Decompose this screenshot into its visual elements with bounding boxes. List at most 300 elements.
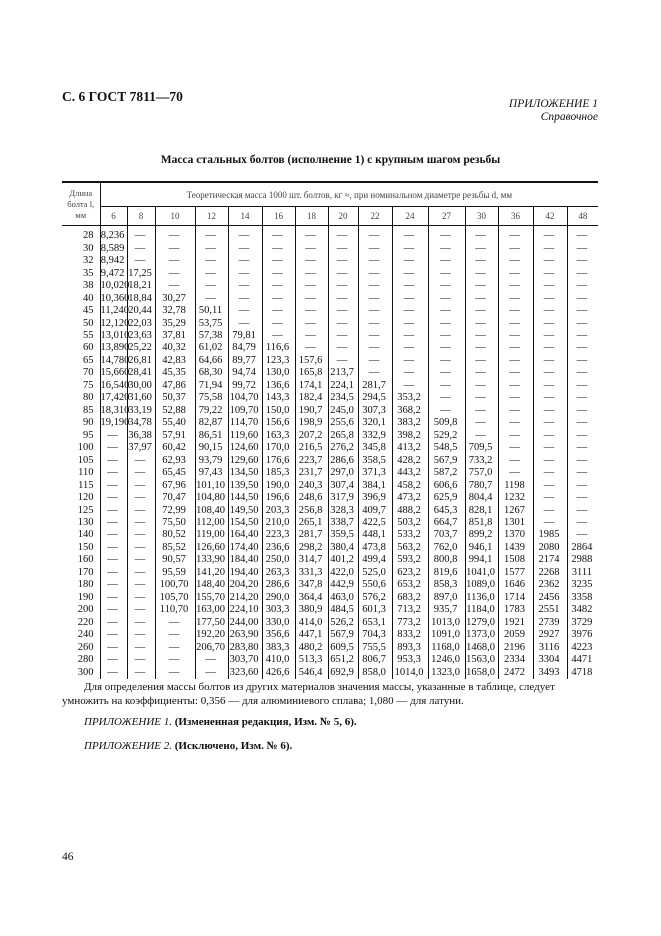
mass-cell: 1013,0 <box>428 617 465 629</box>
mass-cell: 358,5 <box>358 454 392 466</box>
mass-cell: 17,420 <box>100 392 130 404</box>
mass-cell: — <box>567 355 598 367</box>
mass-cell: 332,9 <box>358 430 392 442</box>
mass-cell: — <box>358 226 392 243</box>
mass-cell: — <box>328 292 358 304</box>
mass-cell: 85,52 <box>155 542 195 554</box>
mass-cell: — <box>567 367 598 379</box>
appendix-label <box>509 98 598 124</box>
table-row <box>62 317 598 329</box>
table-row <box>62 504 598 516</box>
length-cell: 300 <box>77 666 94 678</box>
mass-cell: 99,72 <box>228 380 262 392</box>
mass-cell: 164,40 <box>228 529 262 541</box>
mass-cell: 692,9 <box>328 666 358 678</box>
mass-cell: — <box>295 242 328 254</box>
mass-cell: 851,8 <box>465 517 498 529</box>
amendment-label: ПРИЛОЖЕНИЕ 2. <box>84 740 172 752</box>
mass-cell: 757,0 <box>465 467 498 479</box>
mass-cell: — <box>567 442 598 454</box>
mass-cell: 265,8 <box>328 430 358 442</box>
mass-cell: — <box>100 641 127 653</box>
mass-cell: — <box>533 492 567 504</box>
table-row <box>62 542 598 554</box>
mass-cell: — <box>498 267 533 279</box>
mass-cell: 11,240 <box>100 305 129 317</box>
mass-cell: 1184,0 <box>465 604 498 616</box>
length-cell: 115 <box>78 479 94 491</box>
mass-cell: — <box>428 305 465 317</box>
mass-cell: — <box>328 255 358 267</box>
mass-cell: 203,3 <box>262 504 295 516</box>
mass-cell: 804,4 <box>465 492 498 504</box>
mass-cell: 50,11 <box>195 305 228 317</box>
mass-cell: — <box>392 330 428 342</box>
mass-cell: 307,3 <box>358 405 392 417</box>
mass-cell: 380,4 <box>328 542 358 554</box>
diameter-header: 30 <box>465 207 498 226</box>
mass-cell: — <box>567 479 598 491</box>
mass-cell: — <box>127 479 155 491</box>
mass-cell: 653,1 <box>358 617 392 629</box>
mass-cell: — <box>127 467 155 479</box>
length-cell: 170 <box>77 566 94 578</box>
mass-cell: 184,40 <box>228 554 262 566</box>
appendix-number: ПРИЛОЖЕНИЕ 1 <box>508 98 598 110</box>
mass-cell: — <box>533 226 567 243</box>
mass-cell: 40,32 <box>155 342 195 354</box>
length-cell: 160 <box>77 554 94 566</box>
mass-cell: — <box>567 267 598 279</box>
mass-cell: 601,3 <box>358 604 392 616</box>
table-row <box>62 579 598 591</box>
mass-cell: — <box>465 226 498 243</box>
conversion-note: Для определения массы болтов из других материалов значения массы, указанные в таблице, следует умножить на коэффициенты: 0,356 — для алюминиевого сплава; 1,080 — для латуни. <box>62 681 555 707</box>
mass-cell: — <box>567 255 598 267</box>
mass-cell: — <box>392 242 428 254</box>
mass-cell: — <box>228 226 262 243</box>
mass-cell: — <box>295 305 328 317</box>
mass-cell: — <box>127 567 155 579</box>
mass-cell: 13,010 <box>100 329 130 341</box>
mass-cell: 935,7 <box>428 604 465 616</box>
mass-cell: — <box>155 654 195 666</box>
mass-cell: — <box>127 666 155 678</box>
mass-cell: 946,1 <box>465 542 498 554</box>
mass-cell: 499,4 <box>358 554 392 566</box>
mass-cell: 123,3 <box>262 355 295 367</box>
mass-cell: — <box>533 267 567 279</box>
mass-cell: — <box>533 305 567 317</box>
mass-cell: — <box>127 617 155 629</box>
mass-cell: 62,93 <box>155 454 195 466</box>
mass-cell: 1041,0 <box>465 567 498 579</box>
table-row <box>62 330 598 342</box>
mass-cell: 330,0 <box>262 617 295 629</box>
mass-cell: 1468,0 <box>465 641 498 653</box>
mass-cell: — <box>392 255 428 267</box>
mass-cell: — <box>498 342 533 354</box>
mass-cell: 64,66 <box>195 355 228 367</box>
mass-cell: 2739 <box>533 617 567 629</box>
mass-cell: 9,472 <box>100 267 127 279</box>
mass-cell: 1921 <box>498 617 533 629</box>
mass-cell: 396,9 <box>358 492 392 504</box>
mass-cell: — <box>100 567 127 579</box>
mass-cell: 75,50 <box>155 517 195 529</box>
mass-cell: 23,63 <box>127 330 155 342</box>
table-row <box>62 442 598 454</box>
mass-cell: — <box>100 454 127 466</box>
mass-cell: 116,6 <box>262 342 295 354</box>
mass-cell: 68,30 <box>195 367 228 379</box>
mass-cell: — <box>533 380 567 392</box>
mass-cell: 2988 <box>567 554 598 566</box>
mass-cell: 3235 <box>567 579 598 591</box>
mass-cell: 567,9 <box>428 454 465 466</box>
mass-cell: 1658,0 <box>465 666 498 678</box>
mass-cell: 1985 <box>533 529 567 541</box>
mass-cell: 625,9 <box>428 492 465 504</box>
mass-cell: — <box>228 242 262 254</box>
mass-cell: — <box>155 617 195 629</box>
mass-cell: — <box>155 666 195 678</box>
mass-cell: 105,70 <box>155 592 195 604</box>
length-cell: 120 <box>77 492 94 504</box>
mass-cell: 45,35 <box>155 367 195 379</box>
amendment-2 <box>84 740 292 752</box>
mass-cell: 52,88 <box>155 405 195 417</box>
mass-cell: 298,2 <box>295 542 328 554</box>
mass-cell: — <box>465 267 498 279</box>
diameter-header: 27 <box>428 207 465 226</box>
mass-cell: 50,37 <box>155 392 195 404</box>
table-row <box>62 467 598 479</box>
mass-cell: 290,0 <box>262 592 295 604</box>
mass-cell: — <box>262 280 295 292</box>
mass-cell: — <box>155 267 195 279</box>
mass-cell: — <box>195 267 228 279</box>
mass-cell: 119,60 <box>228 430 262 442</box>
mass-cell: — <box>295 330 328 342</box>
mass-cell: — <box>465 380 498 392</box>
mass-cell: — <box>392 380 428 392</box>
mass-cell: 190,0 <box>262 479 295 491</box>
mass-cell: — <box>498 255 533 267</box>
mass-cell: — <box>567 467 598 479</box>
mass-cell: 550,6 <box>358 579 392 591</box>
mass-cell: — <box>295 292 328 304</box>
mass-cell: — <box>428 226 465 243</box>
mass-cell: 1439 <box>498 542 533 554</box>
mass-cell: 14,780 <box>100 354 130 366</box>
mass-cell: — <box>100 592 127 604</box>
mass-cell: 119,00 <box>195 529 228 541</box>
mass-cell: 19,190 <box>100 417 130 429</box>
mass-cell: 2080 <box>533 542 567 554</box>
mass-cell: 157,6 <box>295 355 328 367</box>
mass-cell: — <box>498 392 533 404</box>
mass-cell: 223,3 <box>262 529 295 541</box>
mass-cell: — <box>100 617 127 629</box>
table-row <box>62 267 598 279</box>
mass-cell: — <box>127 554 155 566</box>
mass-cell: 16,540 <box>100 379 130 391</box>
mass-cell: — <box>533 330 567 342</box>
mass-cell: 72,99 <box>155 504 195 516</box>
mass-cell: 4471 <box>567 654 598 666</box>
mass-cell: — <box>392 267 428 279</box>
diameter-header: 12 <box>195 207 228 226</box>
mass-cell: — <box>358 280 392 292</box>
mass-cell: — <box>358 255 392 267</box>
mass-cell: 8,589 <box>100 242 127 254</box>
mass-cell: 2362 <box>533 579 567 591</box>
mass-cell: — <box>465 242 498 254</box>
mass-cell: 144,50 <box>228 492 262 504</box>
length-cell: 45 <box>83 305 94 317</box>
mass-cell: 55,40 <box>155 417 195 429</box>
mass-cell: 84,79 <box>228 342 262 354</box>
mass-cell: 422,0 <box>328 567 358 579</box>
mass-cell: — <box>533 405 567 417</box>
mass-cell: — <box>127 604 155 616</box>
mass-cell: 409,7 <box>358 504 392 516</box>
mass-cell: — <box>465 405 498 417</box>
mass-cell: 71,94 <box>195 380 228 392</box>
mass-cell: — <box>262 317 295 329</box>
mass-cell: — <box>195 666 228 678</box>
mass-cell: — <box>127 579 155 591</box>
mass-cell: 177,50 <box>195 617 228 629</box>
page-number: 46 <box>62 851 74 863</box>
mass-cell: — <box>533 367 567 379</box>
mass-cell: — <box>392 342 428 354</box>
length-cell: 260 <box>77 641 94 653</box>
mass-cell: — <box>195 226 228 243</box>
mass-cell: — <box>100 604 127 616</box>
table-row <box>62 641 598 653</box>
mass-cell: 244,00 <box>228 617 262 629</box>
mass-cell: — <box>567 405 598 417</box>
mass-cell: — <box>498 405 533 417</box>
mass-cell: 1563,0 <box>465 654 498 666</box>
mass-cell: 426,6 <box>262 666 295 678</box>
length-cell: 65 <box>83 354 94 366</box>
mass-cell: 2551 <box>533 604 567 616</box>
mass-cell: — <box>195 292 228 304</box>
mass-cell: — <box>498 355 533 367</box>
mass-cell: — <box>533 517 567 529</box>
length-cell: 35 <box>83 267 94 279</box>
mass-cell: — <box>100 479 127 491</box>
mass-cell: — <box>328 342 358 354</box>
mass-cell: 143,3 <box>262 392 295 404</box>
mass-cell: 780,7 <box>465 479 498 491</box>
table-row <box>62 405 598 417</box>
mass-cell: 263,3 <box>262 567 295 579</box>
mass-cell: 893,3 <box>392 641 428 653</box>
mass-cell: 422,5 <box>358 517 392 529</box>
mass-cell: — <box>428 255 465 267</box>
mass-cell: 61,02 <box>195 342 228 354</box>
mass-cell: — <box>567 454 598 466</box>
table-row <box>62 430 598 442</box>
table-row <box>62 280 598 292</box>
mass-cell: — <box>498 317 533 329</box>
mass-cell: — <box>295 317 328 329</box>
mass-cell: — <box>155 242 195 254</box>
length-cell: 55 <box>83 329 94 341</box>
mass-cell: 231,7 <box>295 467 328 479</box>
mass-cell: 328,3 <box>328 504 358 516</box>
mass-cell: — <box>533 255 567 267</box>
mass-cell: 1198 <box>498 479 533 491</box>
mass-cell: 18,21 <box>127 280 155 292</box>
mass-cell: 704,3 <box>358 629 392 641</box>
mass-cell: 150,0 <box>262 405 295 417</box>
mass-cell: — <box>533 342 567 354</box>
mass-cell: 609,5 <box>328 641 358 653</box>
mass-cell: 18,310 <box>100 404 130 416</box>
mass-cell: 114,70 <box>228 417 262 429</box>
mass-cell: 762,0 <box>428 542 465 554</box>
mass-cell: 149,50 <box>228 504 262 516</box>
mass-cell: — <box>155 226 195 243</box>
mass-cell: 359,5 <box>328 529 358 541</box>
mass-cell: — <box>358 367 392 379</box>
mass-cell: — <box>127 592 155 604</box>
mass-cell: — <box>127 255 155 267</box>
mass-cell: 75,58 <box>195 392 228 404</box>
mass-cell: 8,942 <box>100 255 127 267</box>
mass-cell: — <box>567 392 598 404</box>
mass-cell: 79,81 <box>228 330 262 342</box>
amendment-1 <box>84 716 357 728</box>
length-cell: 105 <box>77 454 94 466</box>
mass-cell: 1646 <box>498 579 533 591</box>
mass-cell: — <box>195 280 228 292</box>
mass-cell: 645,3 <box>428 504 465 516</box>
mass-cell: 828,1 <box>465 504 498 516</box>
mass-cell: 347,8 <box>295 579 328 591</box>
mass-cell: — <box>295 280 328 292</box>
mass-cell: 129,60 <box>228 454 262 466</box>
mass-cell: 234,5 <box>328 392 358 404</box>
mass-cell: 345,8 <box>358 442 392 454</box>
mass-cell: — <box>155 255 195 267</box>
mass-cell: 4223 <box>567 641 598 653</box>
mass-cell: — <box>295 267 328 279</box>
mass-cell: 713,2 <box>392 604 428 616</box>
mass-cell: — <box>358 342 392 354</box>
mass-cell: 509,8 <box>428 417 465 429</box>
mass-cell: — <box>127 504 155 516</box>
mass-cell: 503,2 <box>392 517 428 529</box>
mass-cell: — <box>498 467 533 479</box>
mass-cell: 3116 <box>533 641 567 653</box>
mass-cell: — <box>127 654 155 666</box>
mass-cell: 134,50 <box>228 467 262 479</box>
mass-cell: — <box>465 280 498 292</box>
table-row <box>62 492 598 504</box>
mass-cell: — <box>358 305 392 317</box>
mass-cell: 1577 <box>498 567 533 579</box>
mass-cell: 3304 <box>533 654 567 666</box>
mass-cell: — <box>100 542 127 554</box>
table-row <box>62 305 598 317</box>
diameter-header: 24 <box>392 207 428 226</box>
mass-cell: 101,10 <box>195 479 228 491</box>
mass-cell: 31,60 <box>127 392 155 404</box>
diameter-header: 14 <box>228 207 262 226</box>
mass-cell: 398,2 <box>392 430 428 442</box>
table-row <box>62 255 598 267</box>
mass-cell: 139,50 <box>228 479 262 491</box>
mass-cell: 3111 <box>567 567 598 579</box>
table-row <box>62 367 598 379</box>
mass-cell: 994,1 <box>465 554 498 566</box>
mass-cell: 2196 <box>498 641 533 653</box>
table-row <box>62 355 598 367</box>
mass-cell: 214,20 <box>228 592 262 604</box>
mass-cell: — <box>228 255 262 267</box>
mass-cell: — <box>195 255 228 267</box>
mass-cell: — <box>465 355 498 367</box>
mass-cell: 13,890 <box>100 342 130 354</box>
diameter-header: 6 <box>100 207 127 226</box>
mass-cell: 443,2 <box>392 467 428 479</box>
length-cell: 150 <box>77 541 94 553</box>
mass-cell: 1301 <box>498 517 533 529</box>
length-cell: 85 <box>83 404 94 416</box>
mass-cell: 154,50 <box>228 517 262 529</box>
mass-cell: — <box>155 629 195 641</box>
mass-cell: — <box>262 330 295 342</box>
mass-cell: — <box>567 430 598 442</box>
mass-cell: 473,2 <box>392 492 428 504</box>
mass-cell: 3976 <box>567 629 598 641</box>
mass-cell: — <box>498 430 533 442</box>
mass-cell: 458,2 <box>392 479 428 491</box>
length-cell: 130 <box>77 517 94 529</box>
mass-cell: — <box>498 305 533 317</box>
mass-cell: 281,7 <box>295 529 328 541</box>
mass-cell: 28,41 <box>127 367 155 379</box>
length-cell: 240 <box>77 629 94 641</box>
mass-cell: 90,57 <box>155 554 195 566</box>
mass-cell: — <box>262 267 295 279</box>
mass-cell: 484,5 <box>328 604 358 616</box>
mass-cell: 371,3 <box>358 467 392 479</box>
mass-cell: 3358 <box>567 592 598 604</box>
mass-cell: 338,7 <box>328 517 358 529</box>
mass-cell: — <box>127 226 155 243</box>
amendment-label: ПРИЛОЖЕНИЕ 1. <box>84 716 172 728</box>
mass-cell: 2456 <box>533 592 567 604</box>
mass-cell: — <box>498 367 533 379</box>
mass-cell: 82,87 <box>195 417 228 429</box>
diameter-header: 42 <box>533 207 567 226</box>
table-row <box>62 392 598 404</box>
mass-cell: 576,2 <box>358 592 392 604</box>
mass-cell: 858,3 <box>428 579 465 591</box>
length-cell: 220 <box>77 616 94 628</box>
table-row <box>62 567 598 579</box>
mass-cell: — <box>228 267 262 279</box>
mass-cell: 283,80 <box>228 641 262 653</box>
mass-cell: 1168,0 <box>428 641 465 653</box>
